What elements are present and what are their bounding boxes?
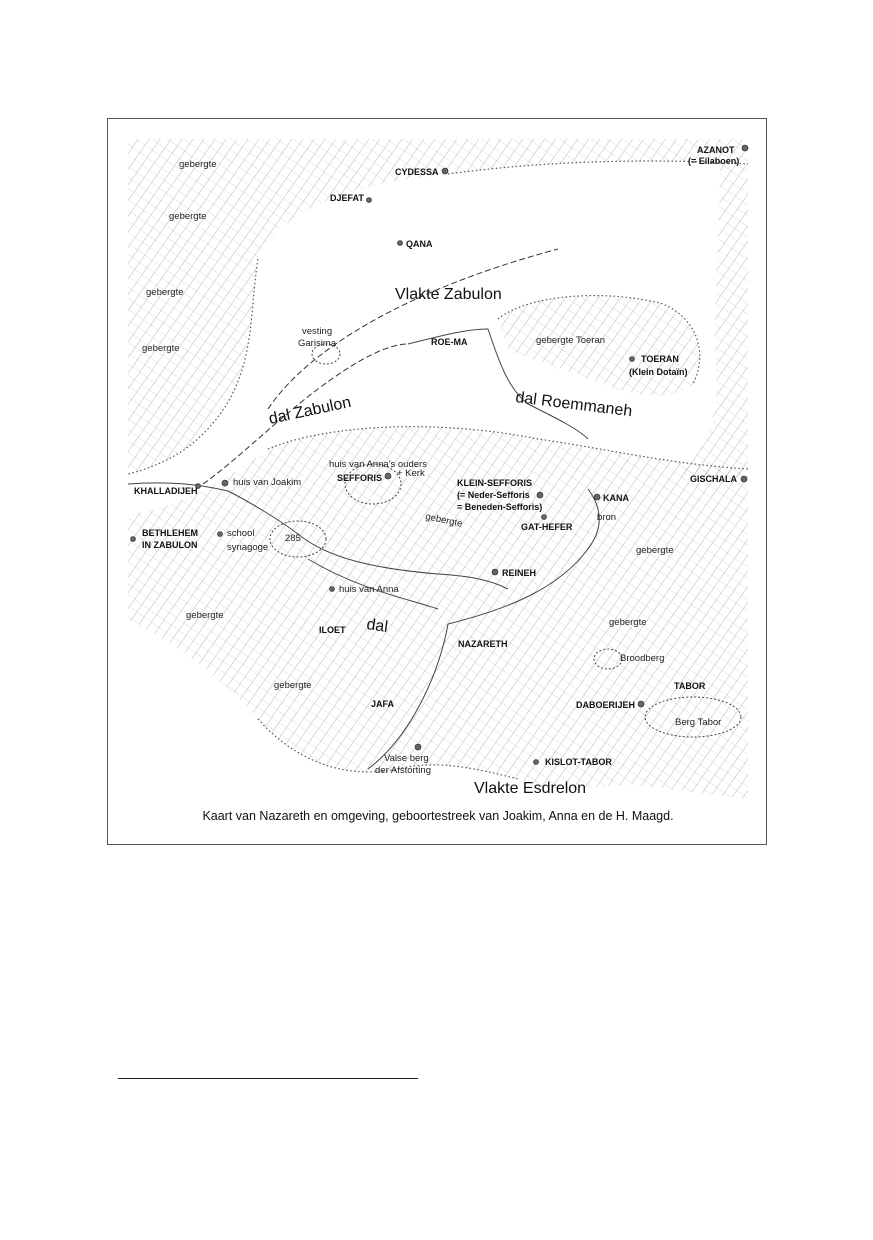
map-figure bbox=[107, 118, 767, 845]
marker-reineh bbox=[492, 569, 498, 575]
label-huis-joakim: huis van Joakim bbox=[233, 477, 302, 488]
label-gebergte-toeran: gebergte Toeran bbox=[536, 335, 606, 346]
label-bron: bron bbox=[597, 512, 617, 523]
label-klein-sefforis-2: (= Neder-Sefforis bbox=[457, 490, 530, 500]
map-drawing bbox=[108, 119, 766, 844]
marker-gischala bbox=[741, 476, 747, 482]
label-hill-285: 285 bbox=[285, 533, 301, 544]
label-bethlehem-2: IN ZABULON bbox=[142, 540, 198, 550]
label-gebergte-4: gebergte bbox=[142, 343, 180, 354]
label-school: school bbox=[227, 528, 255, 539]
label-jafa: JAFA bbox=[371, 699, 395, 709]
region-dal-zabulon: dal Zabulon bbox=[267, 393, 353, 428]
label-toeran: TOERAN bbox=[641, 354, 679, 364]
marker-klein-sefforis bbox=[537, 492, 543, 498]
label-berg-tabor: Berg Tabor bbox=[675, 717, 722, 728]
label-tabor: TABOR bbox=[674, 681, 706, 691]
marker-azanot bbox=[742, 145, 748, 151]
marker-sefforis bbox=[385, 473, 391, 479]
label-kerk: + Kerk bbox=[397, 468, 425, 479]
label-broodberg: Broodberg bbox=[620, 653, 665, 664]
label-gebergte-3: gebergte bbox=[146, 287, 184, 298]
label-klein-sefforis-1: KLEIN-SEFFORIS bbox=[457, 478, 533, 488]
label-huis-annas-ouders: huis van Anna's ouders bbox=[329, 459, 427, 470]
label-azanot-alt: (= Eilaboen) bbox=[688, 156, 740, 166]
marker-djefat bbox=[367, 198, 372, 203]
label-huis-anna: huis van Anna bbox=[339, 584, 399, 595]
marker-toeran bbox=[630, 357, 635, 362]
marker-school bbox=[218, 532, 223, 537]
region-dal: dal bbox=[365, 616, 389, 636]
label-gischala: GISCHALA bbox=[690, 474, 737, 484]
label-djefat: DJEFAT bbox=[330, 193, 364, 203]
label-synagoge: synagoge bbox=[227, 542, 269, 553]
marker-daboerijeh bbox=[638, 701, 644, 707]
label-gebergte-sw: gebergte bbox=[186, 610, 224, 621]
label-valse-berg-2: der Afstorting bbox=[375, 765, 431, 776]
mountain-areas bbox=[128, 139, 748, 799]
marker-cydessa bbox=[442, 168, 448, 174]
label-khalladijeh: KHALLADIJEH bbox=[134, 486, 198, 496]
label-azanot: AZANOT bbox=[697, 145, 735, 155]
label-qana: QANA bbox=[406, 239, 433, 249]
label-toeran-alt: (Klein Dotaïn) bbox=[629, 367, 688, 377]
marker-huis-joakim bbox=[222, 480, 228, 486]
footnote-divider bbox=[118, 1078, 418, 1079]
label-gebergte-se: gebergte bbox=[609, 617, 647, 628]
label-bethlehem-1: BETHLEHEM bbox=[142, 528, 198, 538]
label-valse-berg-1: Valse berg bbox=[384, 753, 429, 764]
region-vlakte-zabulon: Vlakte Zabulon bbox=[395, 286, 502, 303]
region-vlakte-esdrelon: Vlakte Esdrelon bbox=[474, 780, 587, 797]
label-vesting-1: vesting bbox=[302, 326, 333, 337]
label-gebergte-2: gebergte bbox=[169, 211, 207, 222]
label-iloet: ILOET bbox=[319, 625, 346, 635]
label-roema: ROE-MA bbox=[431, 337, 468, 347]
label-gebergte-east: gebergte bbox=[636, 545, 674, 556]
marker-qana bbox=[398, 241, 403, 246]
label-kislot-tabor: KISLOT-TABOR bbox=[545, 757, 612, 767]
label-gebergte-mid: gebergte bbox=[424, 511, 464, 530]
label-klein-sefforis-3: = Beneden-Sefforis) bbox=[457, 502, 543, 512]
marker-bethlehem bbox=[131, 537, 136, 542]
marker-valse-berg bbox=[415, 744, 421, 750]
marker-kana bbox=[594, 494, 600, 500]
marker-kislot-tabor bbox=[534, 760, 539, 765]
region-dal-roemmaneh: dal Roemmaneh bbox=[514, 389, 634, 421]
label-nazareth: NAZARETH bbox=[458, 639, 508, 649]
marker-gathefer bbox=[542, 515, 547, 520]
label-gebergte-south: gebergte bbox=[274, 680, 312, 691]
label-cydessa: CYDESSA bbox=[395, 167, 439, 177]
label-gathefer: GAT-HEFER bbox=[521, 522, 573, 532]
label-kana: KANA bbox=[603, 493, 629, 503]
label-vesting-2: Garisima bbox=[298, 338, 337, 349]
label-gebergte-1: gebergte bbox=[179, 159, 217, 170]
marker-huis-anna bbox=[330, 587, 335, 592]
label-sefforis: SEFFORIS bbox=[337, 473, 383, 483]
map-caption: Kaart van Nazareth en omgeving, geboortestreek van Joakim, Anna en de H. Maagd. bbox=[202, 809, 674, 823]
label-reineh: REINEH bbox=[502, 568, 537, 578]
label-daboerijeh: DABOERIJEH bbox=[576, 700, 636, 710]
